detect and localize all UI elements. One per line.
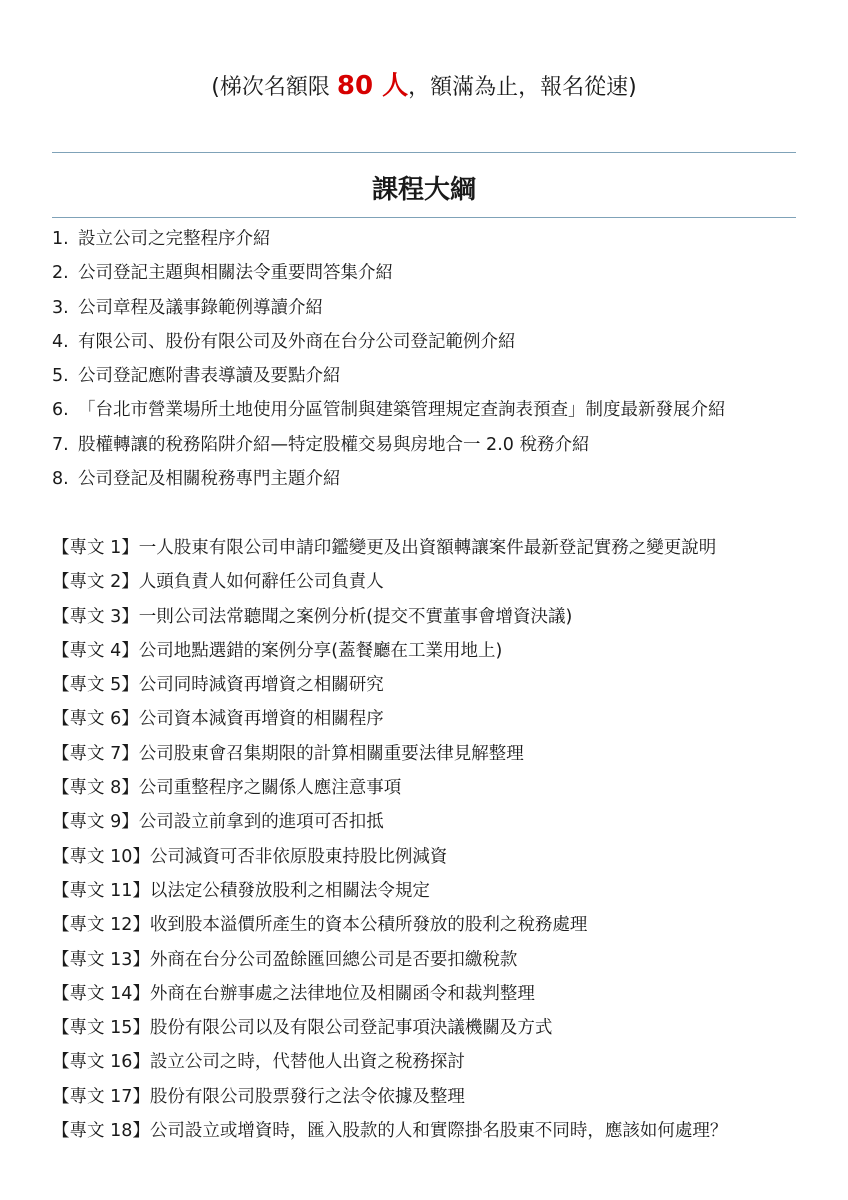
topic-item: 【專文 1】一人股東有限公司申請印鑑變更及出資額轉讓案件最新登記實務之變更說明 — [52, 538, 717, 558]
item-number: 7. — [52, 434, 69, 455]
divider-bottom — [52, 217, 796, 218]
topic-item: 【專文 18】公司設立或增資時，匯入股款的人和實際掛名股東不同時，應該如何處理？ — [52, 1121, 728, 1142]
item-number: 4. — [52, 331, 69, 352]
topic-item: 【專文 7】公司股東會召集期限的計算相關重要法律見解整理 — [52, 743, 524, 764]
list-item — [52, 462, 804, 496]
topic-item: 【專文 17】股份有限公司股票發行之法令依據及整理 — [52, 1086, 465, 1107]
item-text: 設立公司之完整程序介紹 — [78, 229, 271, 249]
topic-item: 【專文 15】股份有限公司以及有限公司登記事項決議機關及方式 — [52, 1018, 553, 1039]
topic-item: 【專文 8】公司重整程序之關係人應注意事項 — [52, 778, 402, 799]
notice-prefix: (梯次名額限 — [211, 75, 337, 100]
topic-item: 【專文 12】收到股本溢價所產生的資本公積所發放的股利之稅務處理 — [52, 915, 588, 936]
topic-item: 【專文 5】公司同時減資再增資之相關研究 — [52, 675, 384, 696]
course-outline-list — [52, 222, 804, 496]
topic-item: 【專文 3】一則公司法常聽聞之案例分析(提交不實董事會增資決議) — [52, 606, 573, 627]
enrollment-notice — [0, 68, 848, 106]
topic-item: 【專文 6】公司資本減資再增資的相關程序 — [52, 709, 384, 730]
item-number: 6. — [52, 400, 69, 421]
topic-item: 【專文 11】以法定公積發放股利之相關法令規定 — [52, 880, 430, 901]
item-text: 有限公司、股份有限公司及外商在台分公司登記範例介紹 — [78, 331, 516, 352]
item-number: 2. — [52, 263, 69, 284]
item-number: 1. — [52, 229, 69, 249]
divider-top — [52, 152, 796, 153]
item-text: 「台北市營業場所土地使用分區管制與建築管理規定查詢表預查」制度最新發展介紹 — [78, 400, 726, 421]
item-text: 公司登記主題與相關法令重要問答集介紹 — [78, 263, 393, 284]
topic-item: 【專文 2】人頭負責人如何辭任公司負責人 — [52, 572, 384, 593]
topic-item: 【專文 16】設立公司之時，代替他人出資之稅務探討 — [52, 1052, 465, 1073]
list-item — [52, 222, 804, 256]
item-number: 3. — [52, 297, 69, 318]
item-text: 公司登記應附書表導讀及要點介紹 — [78, 366, 341, 387]
topic-item: 【專文 13】外商在台分公司盈餘匯回總公司是否要扣繳稅款 — [52, 949, 518, 970]
list-item — [52, 325, 804, 359]
topic-item: 【專文 9】公司設立前拿到的進項可否扣抵 — [52, 812, 384, 833]
special-topics-list — [52, 531, 812, 1148]
list-item — [52, 291, 804, 325]
notice-suffix: ，額滿為止，報名從速) — [408, 75, 637, 100]
topic-item: 【專文 14】外商在台辦事處之法律地位及相關函令和裁判整理 — [52, 983, 535, 1004]
list-item — [52, 393, 804, 427]
item-text: 公司登記及相關稅務專門主題介紹 — [78, 469, 341, 490]
seat-limit-highlight: 80 人 — [336, 71, 409, 101]
item-number: 8. — [52, 469, 69, 490]
list-item — [52, 256, 804, 290]
topic-item: 【專文 10】公司減資可否非依原股東持股比例減資 — [52, 846, 448, 867]
list-item — [52, 359, 804, 393]
item-text: 股權轉讓的稅務陷阱介紹—特定股權交易與房地合一 2.0 稅務介紹 — [78, 434, 590, 455]
page-title: 課程大綱 — [371, 175, 476, 205]
list-item — [52, 428, 804, 462]
item-text: 公司章程及議事錄範例導讀介紹 — [78, 297, 323, 318]
item-number: 5. — [52, 366, 69, 387]
topic-item: 【專文 4】公司地點選錯的案例分享(蓋餐廳在工業用地上) — [52, 640, 503, 661]
